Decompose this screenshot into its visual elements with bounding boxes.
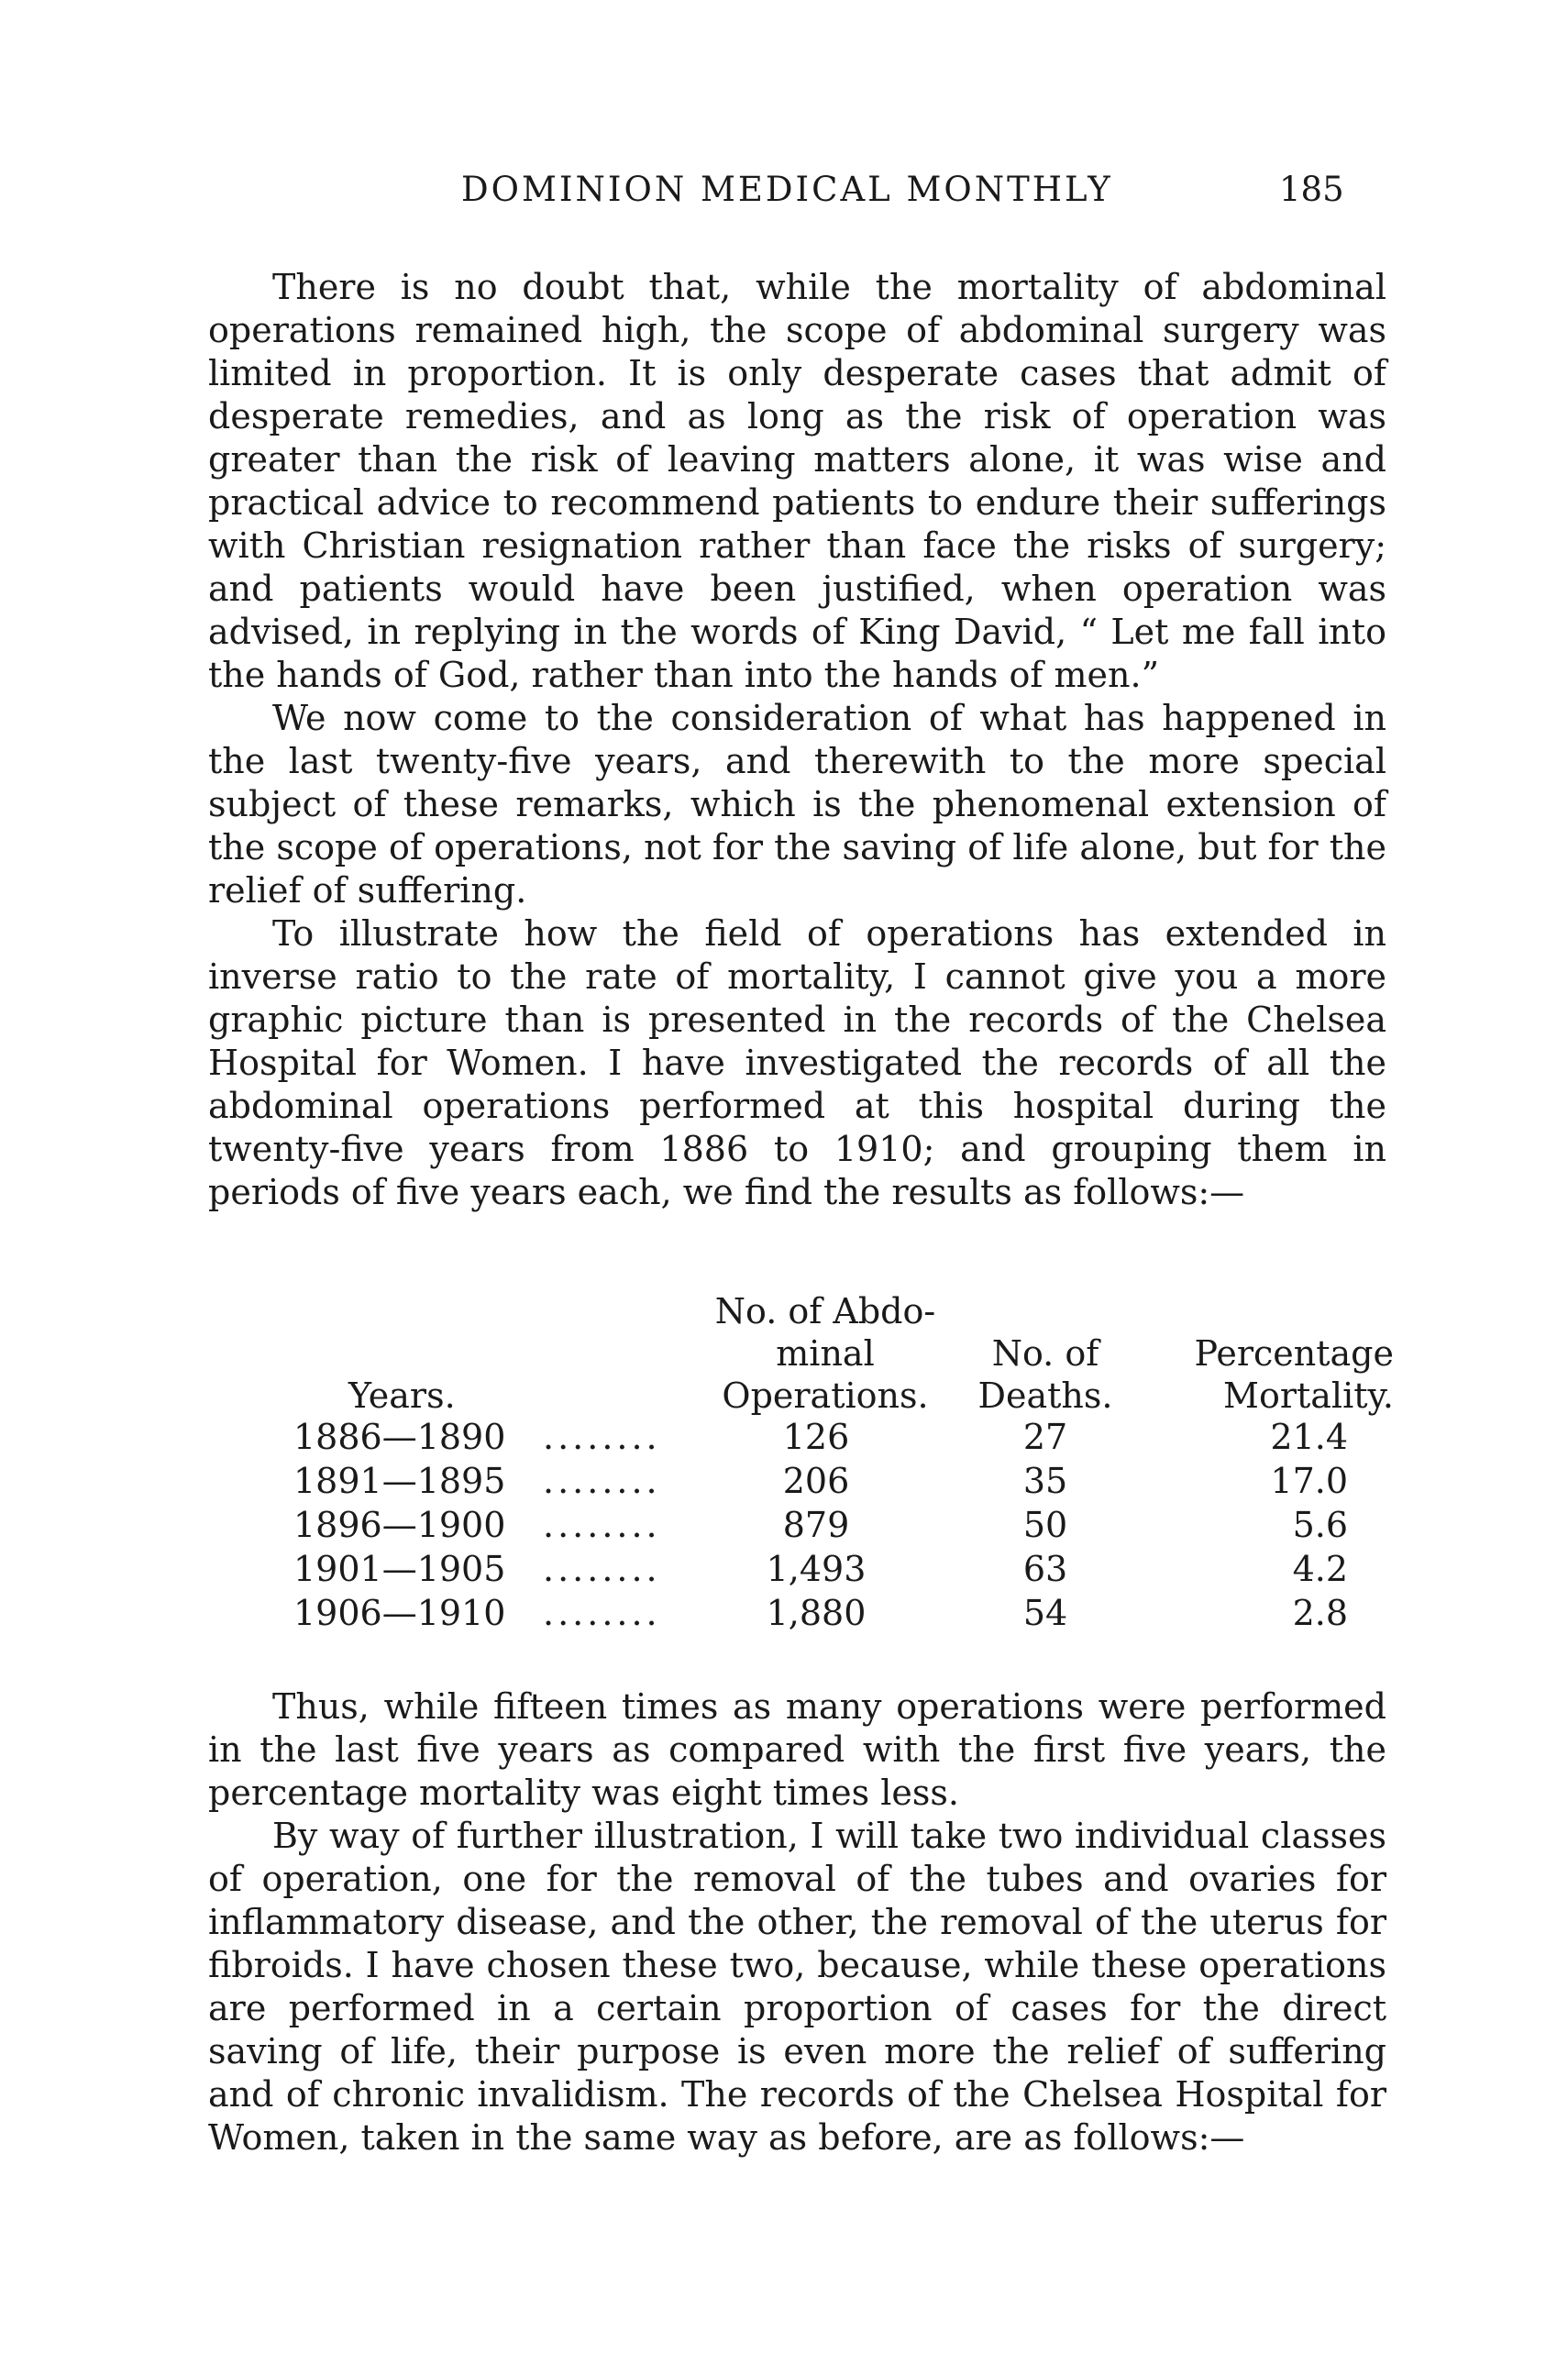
- table-row: [275, 1549, 1412, 1593]
- mortality-table: [275, 1284, 1412, 1637]
- cell-deaths: 63: [1022, 1549, 1068, 1589]
- cell-operations: 206: [782, 1461, 850, 1501]
- body-text-top: [208, 266, 1386, 1214]
- cell-years: 1886—1890: [293, 1417, 506, 1457]
- cell-years: 1901—1905: [293, 1549, 506, 1589]
- cell-operations: 879: [782, 1505, 850, 1545]
- paragraph: By way of further illustration, I will take two individual classes of operation, one for the removal of the tubes and ovaries for inflammatory disease, and the other, the removal of the uterus for fibroids. I have chosen these two, because, while these operations are performed in a certain proportion of cases for the direct saving of life, their purpose is even more the relief of suffering and of chronic invalidism. The records of the Chelsea Hospital for Women, taken in the same way as before, are as follows:—: [208, 1816, 1386, 2158]
- header-years: Years.: [348, 1375, 456, 1416]
- paragraph: Thus, while fifteen times as many operations were performed in the last five years as compared with the first five years, the percentage mortality was eight times less.: [208, 1686, 1386, 1813]
- dot-leader: ........: [543, 1593, 661, 1633]
- dot-leader: ........: [543, 1461, 661, 1501]
- page-header: [0, 170, 1568, 225]
- page-number: 185: [1279, 170, 1344, 209]
- dot-leader: ........: [543, 1417, 661, 1457]
- header-mortality: Percentage Mortality.: [1194, 1333, 1394, 1416]
- cell-years: 1906—1910: [293, 1593, 506, 1633]
- cell-deaths: 54: [1022, 1593, 1068, 1633]
- cell-deaths: 50: [1022, 1505, 1068, 1545]
- cell-mortality: 4.2: [1292, 1549, 1348, 1589]
- cell-deaths: 35: [1022, 1461, 1068, 1501]
- cell-years: 1891—1895: [293, 1461, 506, 1501]
- cell-mortality: 21.4: [1270, 1417, 1348, 1457]
- running-title: DOMINION MEDICAL MONTHLY: [461, 170, 1113, 209]
- table-row: [275, 1505, 1412, 1549]
- paragraph: We now come to the consideration of what has happened in the last twenty-five years, and therewith to the more special subject of these remarks, which is the phenomenal extension of the scope of operations, not for the saving of life alone, but for the relief of suffering.: [208, 698, 1386, 911]
- cell-years: 1896—1900: [293, 1505, 506, 1545]
- table-row: [275, 1593, 1412, 1637]
- cell-operations: 1,493: [766, 1549, 867, 1589]
- cell-mortality: 2.8: [1292, 1593, 1348, 1633]
- paragraph: There is no doubt that, while the mortality of abdominal operations remained high, the scope of abdominal surgery was limited in proportion. It is only desperate cases that admit of desperate remedies, and as long as the risk of operation was greater than the risk of leaving matters alone, it was wise and practical advice to recommend patients to endure their sufferings with Christian resignation rather than face the risks of surgery; and patients would have been justified, when operation was advised, in replying in the words of King David, “ Let me fall into the hands of God, rather than into the hands of men.”: [208, 267, 1386, 695]
- dot-leader: ........: [543, 1505, 661, 1545]
- body-text-bottom: [208, 1685, 1386, 2160]
- table-header: [275, 1284, 1412, 1417]
- table-row: [275, 1417, 1412, 1461]
- paragraph: To illustrate how the field of operations has extended in inverse ratio to the rate of mortality, I cannot give you a more graphic picture than is presented in the records of the Chelsea Hospital for Women. I have investigated the records of all the abdominal operations performed at this hospital during the twenty-five years from 1886 to 1910; and grouping them in periods of five years each, we find the results as follows:—: [208, 913, 1386, 1212]
- cell-mortality: 17.0: [1270, 1461, 1348, 1501]
- table-row: [275, 1461, 1412, 1505]
- dot-leader: ........: [543, 1549, 661, 1589]
- header-deaths: No. of Deaths.: [977, 1333, 1113, 1416]
- cell-operations: 126: [782, 1417, 850, 1457]
- cell-mortality: 5.6: [1292, 1505, 1348, 1545]
- cell-operations: 1,880: [766, 1593, 867, 1633]
- header-operations: No. of Abdo- minal Operations.: [714, 1291, 936, 1416]
- cell-deaths: 27: [1022, 1417, 1068, 1457]
